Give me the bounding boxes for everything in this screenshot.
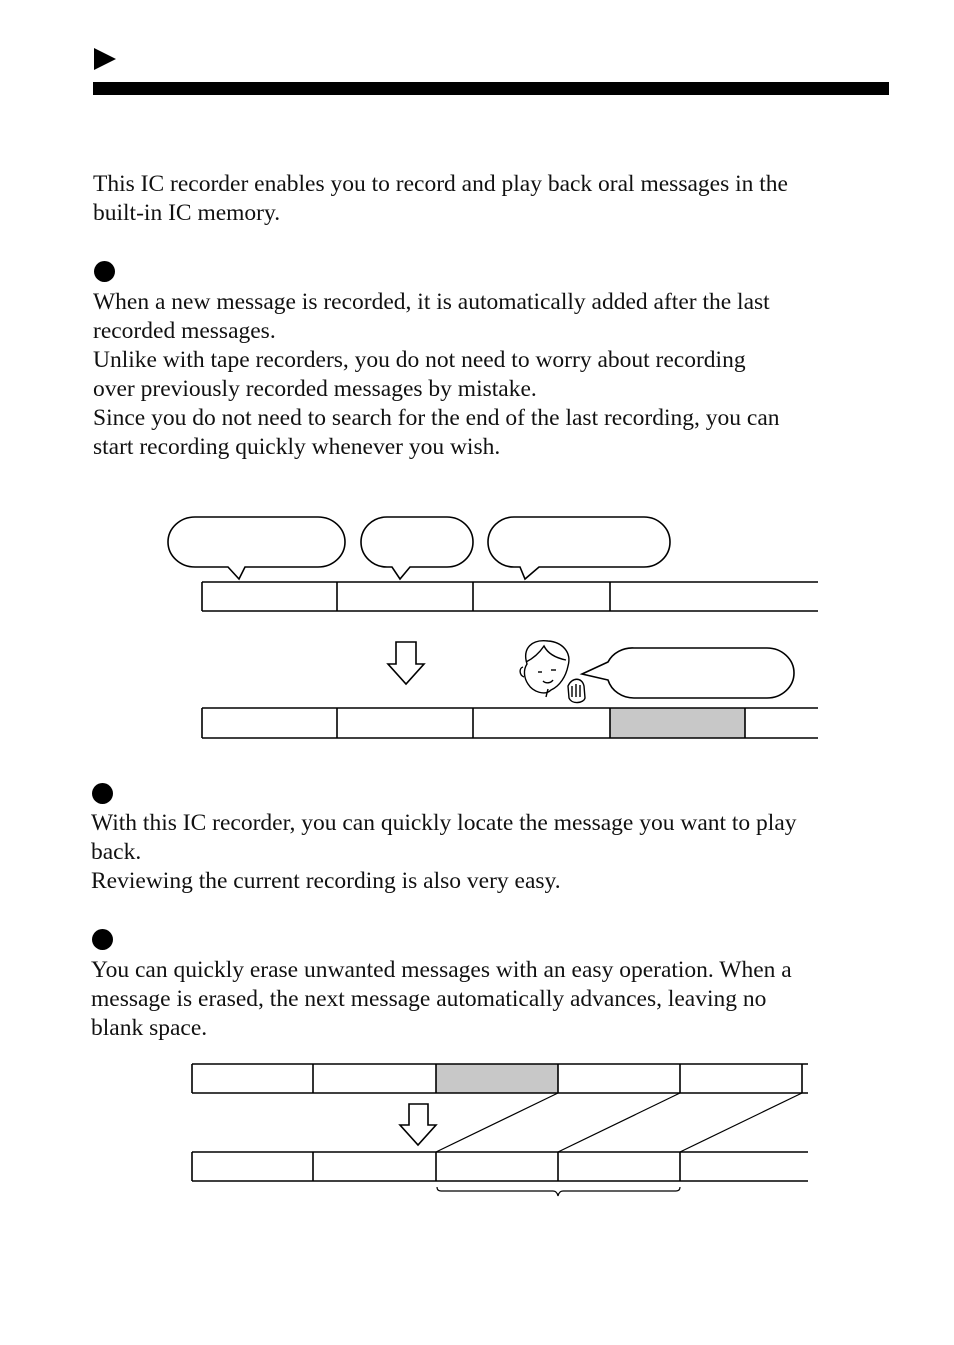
- erase-line: You can quickly erase unwanted messages with an easy operation. When a: [91, 957, 792, 983]
- speech-bubble-new-message: [582, 648, 794, 698]
- recording-line: start recording quickly whenever you wish.: [93, 434, 501, 460]
- speech-bubble-2: [361, 517, 473, 579]
- playback-line: back.: [91, 839, 142, 865]
- speech-bubble-1: [168, 517, 345, 579]
- down-arrow-icon: [400, 1104, 436, 1145]
- erase-strip-after: [192, 1152, 808, 1181]
- intro-line: This IC recorder enables you to record and play back oral messages in the: [93, 171, 788, 197]
- recording-line: Since you do not need to search for the end of the last recording, you can: [93, 405, 780, 431]
- advanced-messages-brace: [437, 1187, 680, 1196]
- recording-line: recorded messages.: [93, 318, 276, 344]
- playback-line: Reviewing the current recording is also very easy.: [91, 868, 561, 894]
- recording-line: When a new message is recorded, it is automatically added after the last: [93, 289, 770, 315]
- person-speaking-icon: [520, 641, 585, 703]
- recording-line: over previously recorded messages by mistake.: [93, 376, 537, 402]
- memory-strip-after: [202, 708, 818, 738]
- memory-strip-before: [202, 582, 818, 611]
- erase-line: message is erased, the next message automatically advances, leaving no: [91, 986, 767, 1012]
- erased-message-block: [436, 1064, 558, 1093]
- advance-lines: [436, 1093, 802, 1152]
- recording-line: Unlike with tape recorders, you do not need to worry about recording: [93, 347, 746, 373]
- down-arrow-icon: [388, 642, 424, 684]
- new-message-block: [610, 708, 745, 738]
- intro-line: built-in IC memory.: [93, 200, 281, 226]
- playback-line: With this IC recorder, you can quickly locate the message you want to play: [91, 810, 797, 836]
- erase-line: blank space.: [91, 1015, 208, 1041]
- erase-strip-before: [192, 1064, 808, 1093]
- speech-bubble-3: [488, 517, 670, 579]
